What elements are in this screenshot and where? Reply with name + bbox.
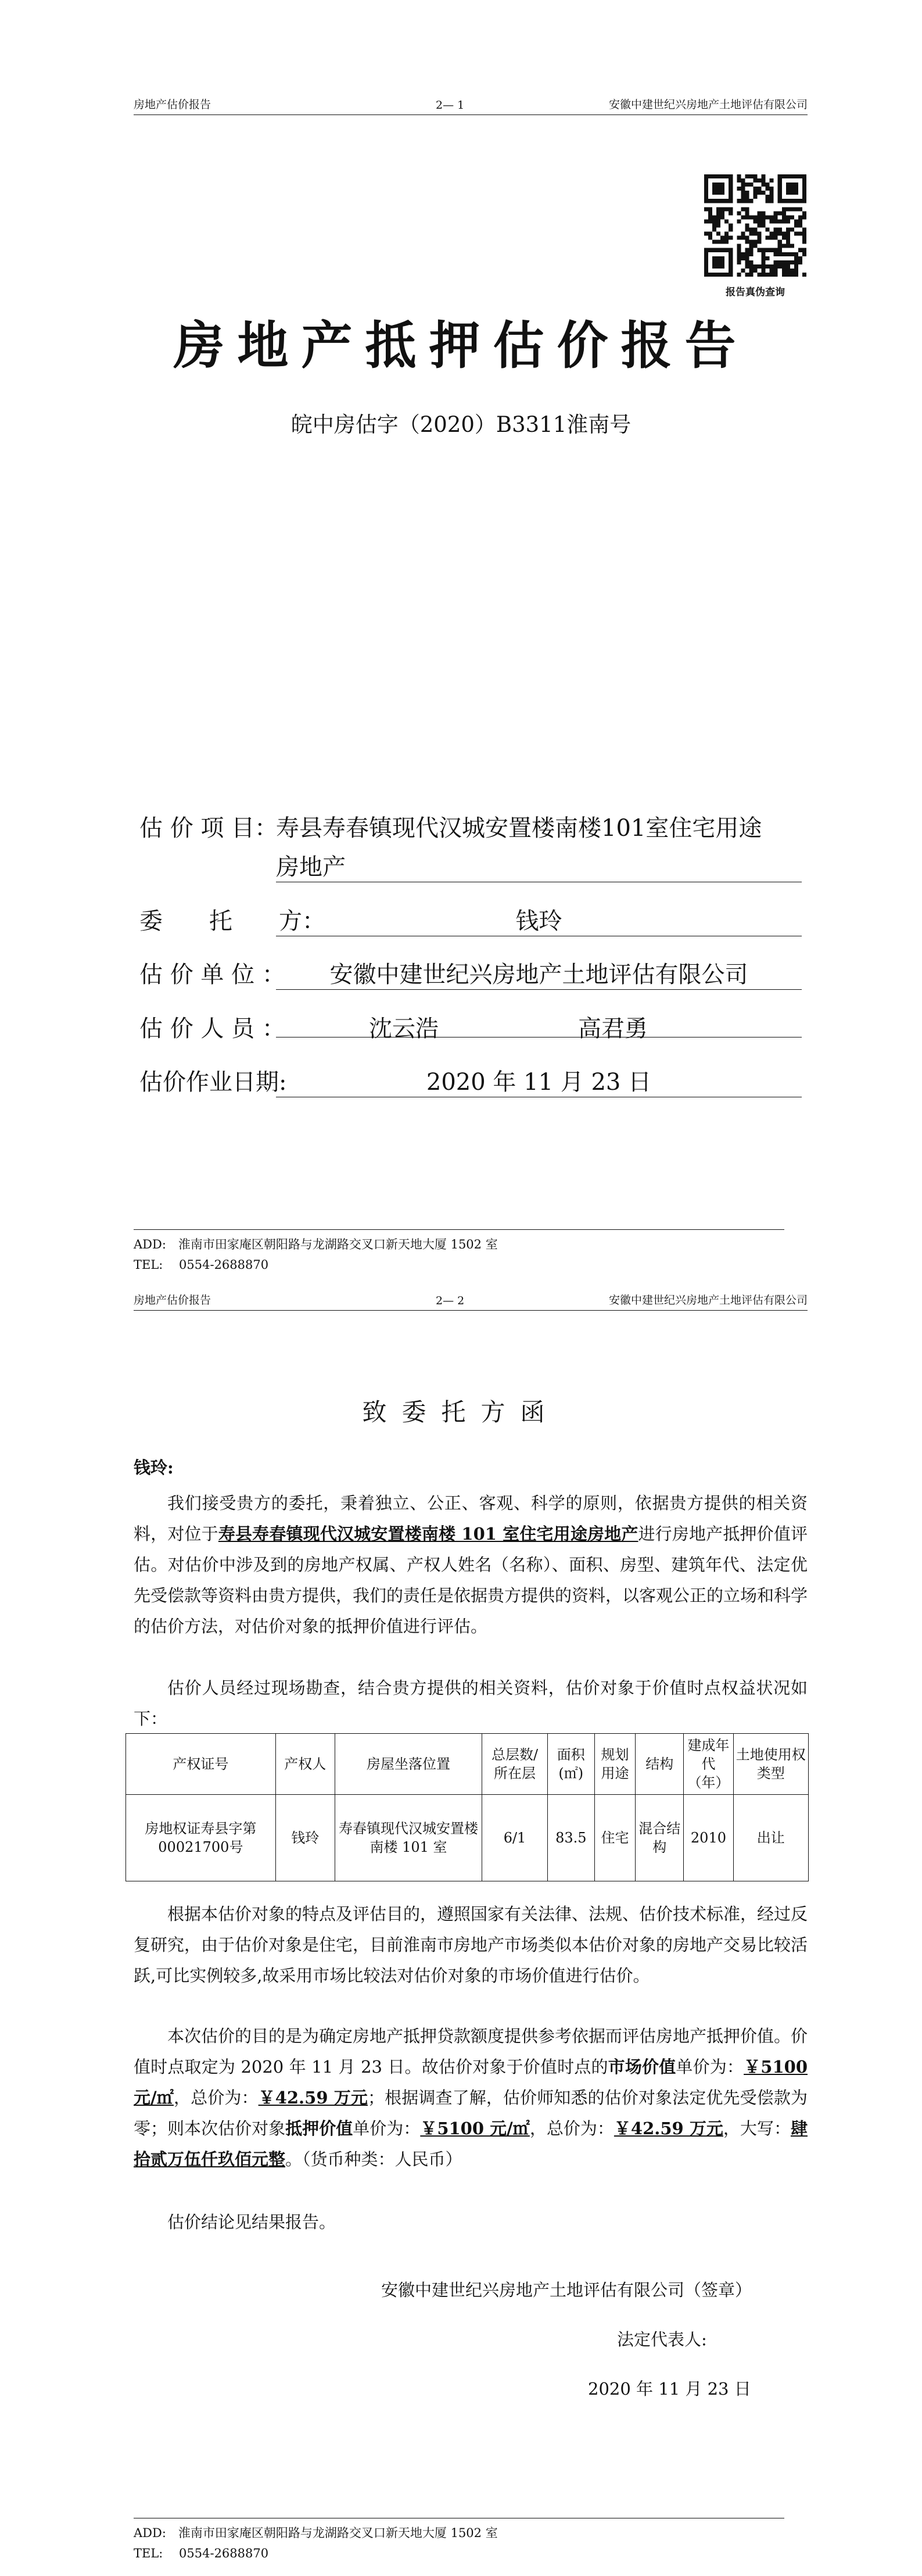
footer-tel: TEL: 0554-2688870 <box>134 2546 269 2560</box>
paragraph-4 <box>134 2021 808 2175</box>
table-header: 建成年代（年） <box>684 1734 733 1795</box>
table-row <box>126 1795 809 1881</box>
page-header <box>134 92 808 115</box>
document-number: 皖中房估字（2020）B3311淮南号 <box>290 412 632 437</box>
p1-text-a: 我们接受贵方的委托，秉着独立、公正、客观、科学的原则，依据贵方提供的相关资料，对位于 <box>134 1493 808 1544</box>
table-header: 总层数/所在层 <box>482 1734 548 1795</box>
page-header <box>134 1287 808 1311</box>
header-company: 安徽中建世纪兴房地产土地评估有限公司 <box>608 1294 808 1307</box>
client-label: 委 托 方： <box>139 908 325 935</box>
p1-text-c: 进行房地产抵押价值评估。对估价中涉及到的房地产权属、产权人姓名（名称）、面积、房型、建筑年代、法定优先受偿款等资料由贵方提供，我们的责任是依据贵方提供的资料，以客观公正的立场和科学的估价方法，对估价对象的抵押价值进行评估。 <box>134 1524 808 1636</box>
footer-address: ADD: 淮南市田家庵区朝阳路与龙湖路交叉口新天地大厦 1502 室 <box>134 2526 498 2540</box>
paragraph-1 <box>134 1488 808 1642</box>
header-company: 安徽中建世纪兴房地产土地评估有限公司 <box>608 98 808 111</box>
table-cell: 寿春镇现代汉城安置楼南楼 101 室 <box>335 1795 482 1881</box>
p4-text-h: 。（货币种类：人民币） <box>285 2149 462 2169</box>
p4-text-c: ，总价为： <box>173 2088 259 2108</box>
paragraph-2: 估价人员经过现场勘查，结合贵方提供的相关资料，估价对象于价值时点权益状况如下： <box>134 1678 808 1729</box>
header-left: 房地产估价报告 <box>134 98 211 111</box>
header-page-number: 2— 1 <box>436 99 465 112</box>
amount-in-words: 肆拾贰万伍仟玖佰元整 <box>134 2119 808 2169</box>
table-cell: 6/1 <box>482 1795 548 1881</box>
client-value: 钱玲 <box>276 903 802 936</box>
table-header: 产权证号 <box>126 1734 276 1795</box>
footer-tel: TEL: 0554-2688870 <box>134 1258 269 1272</box>
date-value: 2020 年 11 月 23 日 <box>276 1064 802 1097</box>
market-unit-price: ￥5100 元/㎡ <box>134 2057 808 2108</box>
market-value-label: 市场价值 <box>608 2057 676 2077</box>
header-left: 房地产估价报告 <box>134 1294 211 1307</box>
legal-representative: 法定代表人: <box>617 2330 707 2349</box>
table-cell: 混合结构 <box>636 1795 684 1881</box>
letter-title: 致委托方函 <box>362 1398 560 1426</box>
project-value-line2: 房地产 <box>276 849 802 882</box>
table-header: 产权人 <box>275 1734 335 1795</box>
project-label: 估 价 项 目： <box>139 815 278 842</box>
mortgage-unit-price: ￥5100 元/㎡ <box>420 2119 530 2138</box>
table-header: 土地使用权类型 <box>733 1734 808 1795</box>
p4-text-d: ；根据调查了解，估价师知悉的估价对象法定优先受偿款为零；则本次估价对象 <box>134 2088 808 2138</box>
table-cell: 2010 <box>684 1795 733 1881</box>
salutation: 钱玲: <box>134 1458 174 1477</box>
appraiser-1: 沈云浩 <box>369 1015 439 1042</box>
table-cell: 住宅 <box>594 1795 635 1881</box>
header-rule <box>134 1310 808 1311</box>
paragraph-5: 估价结论见结果报告。 <box>167 2212 336 2232</box>
appraiser-2: 高君勇 <box>578 1015 648 1042</box>
p4-text-g: ，大写： <box>723 2119 791 2138</box>
table-cell: 出让 <box>733 1795 808 1881</box>
report-title: 房地产抵押估价报告 <box>173 315 749 375</box>
footer-address: ADD: 淮南市田家庵区朝阳路与龙湖路交叉口新天地大厦 1502 室 <box>134 1237 498 1251</box>
table-header: 房屋坐落位置 <box>335 1734 482 1795</box>
table-header: 规划用途 <box>594 1734 635 1795</box>
header-page-number: 2— 2 <box>436 1294 465 1307</box>
property-table <box>125 1733 809 1881</box>
unit-label: 估 价 单 位 ： <box>139 961 285 988</box>
signature-date: 2020 年 11 月 23 日 <box>588 2379 751 2399</box>
p1-property: 寿县寿春镇现代汉城安置楼南楼 101 室住宅用途房地产 <box>218 1524 638 1544</box>
table-header: 面积(㎡) <box>547 1734 594 1795</box>
qr-code <box>704 174 806 277</box>
table-header: 结构 <box>636 1734 684 1795</box>
paragraph-3: 根据本估价对象的特点及评估目的，遵照国家有关法律、法规、估价技术标准，经过反复研究，由于估价对象是住宅，目前淮南市房地产市场类似本估价对象的房地产交易比较活跃,可比实例较多,故采用市场比较法对估价对象的市场价值进行估价。 <box>134 1904 808 1985</box>
cover-page <box>0 0 922 1287</box>
p4-text-b: 单价为： <box>676 2057 744 2077</box>
date-label: 估价作业日期: <box>139 1069 287 1096</box>
letter-page <box>0 1287 922 2576</box>
table-cell: 83.5 <box>547 1795 594 1881</box>
qr-caption: 报告真伪查询 <box>726 287 785 298</box>
appraisers-value <box>276 1010 802 1042</box>
project-value-line1: 寿县寿春镇现代汉城安置楼南楼101室住宅用途 <box>276 815 762 842</box>
p4-text-f: ，总价为： <box>529 2119 614 2138</box>
market-total-price: ￥42.59 万元 <box>258 2088 368 2108</box>
unit-value: 安徽中建世纪兴房地产土地评估有限公司 <box>276 956 802 990</box>
mortgage-total-price: ￥42.59 万元 <box>614 2119 723 2138</box>
footer-rule <box>134 1229 784 1230</box>
table-header-row <box>126 1734 809 1795</box>
mortgage-value-label: 抵押价值 <box>285 2119 353 2138</box>
company-signature: 安徽中建世纪兴房地产土地评估有限公司（签章） <box>381 2280 752 2300</box>
p4-text-e: 单价为： <box>353 2119 421 2138</box>
appraisers-label: 估 价 人 员 ： <box>139 1015 285 1042</box>
table-cell: 房地权证寿县字第00021700号 <box>126 1795 276 1881</box>
p4-text-a: 本次估价的目的是为确定房地产抵押贷款额度提供参考依据而评估房地产抵押价值。价值时点取定为 2020 年 11 月 23 日。故估价对象于价值时点的 <box>134 2026 808 2077</box>
table-cell: 钱玲 <box>275 1795 335 1881</box>
